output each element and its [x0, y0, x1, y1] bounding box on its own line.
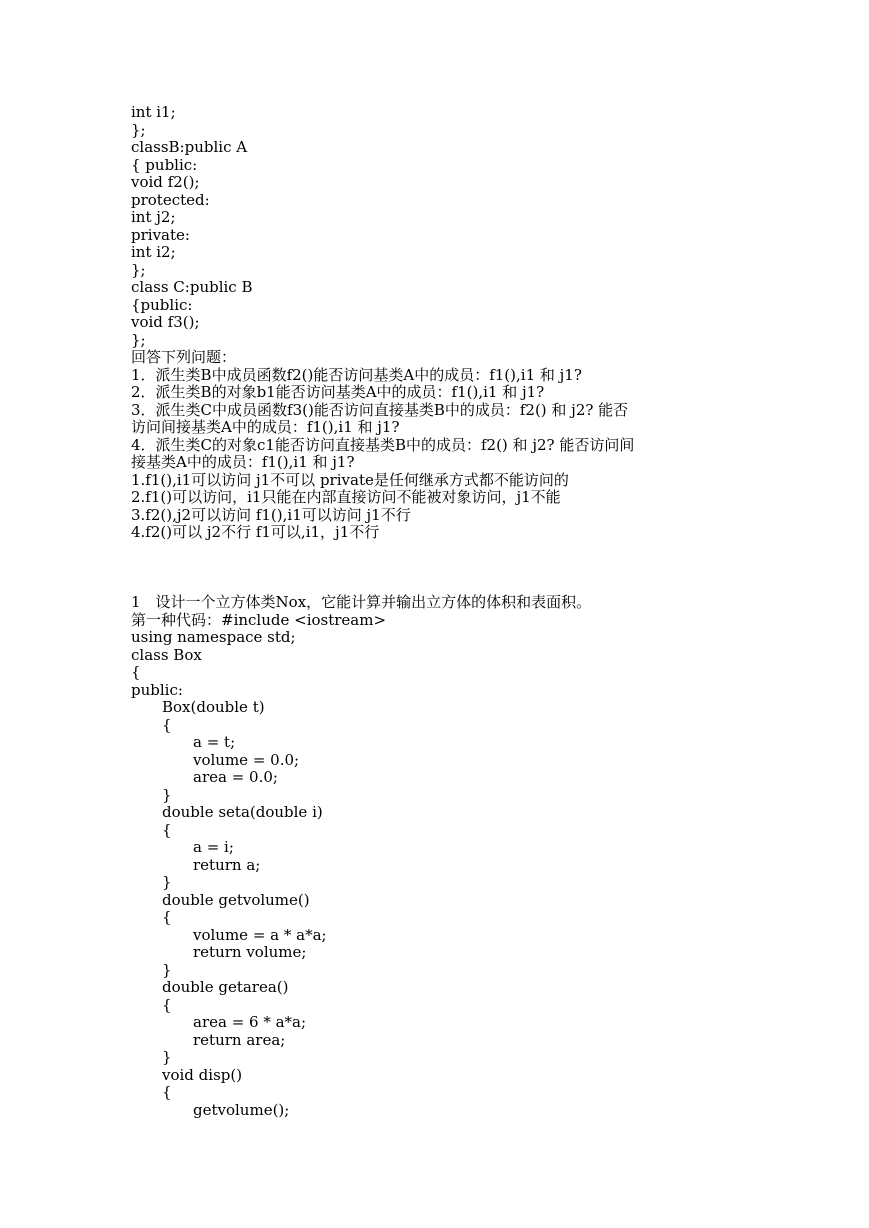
code-line: void f2();: [131, 173, 200, 191]
code-line: {: [162, 908, 172, 926]
code-line: classB:public A: [131, 138, 248, 156]
question-line: 访问间接基类A中的成员：f1(),i1 和 j1?: [131, 418, 400, 436]
code-line: int i1;: [131, 103, 176, 121]
code-line: return area;: [193, 1030, 286, 1049]
question-line: 2．派生类B的对象b1能否访问基类A中的成员：f1(),i1 和 j1?: [131, 383, 545, 401]
answer-line: 4.f2()可以 j2不行 f1可以,i1，j1不行: [131, 523, 380, 541]
question-line: 3．派生类C中成员函数f3()能否访问直接基类B中的成员：f2() 和 j2? 能否: [131, 400, 629, 419]
code-line: {: [162, 1083, 172, 1101]
code-line: volume = a * a*a;: [193, 925, 327, 944]
code-line: int i2;: [131, 243, 176, 261]
question-line: 接基类A中的成员：f1(),i1 和 j1?: [131, 453, 355, 471]
code-line: 第一种代码：#include <iostream>: [131, 610, 387, 629]
code-line: return volume;: [193, 943, 307, 961]
code-line: }: [162, 960, 172, 979]
code-line: double getarea(): [162, 978, 289, 996]
code-line: using namespace std;: [131, 628, 296, 646]
code-line: area = 0.0;: [193, 768, 278, 786]
code-line: int j2;: [131, 208, 176, 226]
question-line: 4．派生类C的对象c1能否访问直接基类B中的成员：f2() 和 j2? 能否访问间: [131, 435, 635, 454]
code-line: public:: [131, 680, 183, 699]
inheritance-question-section: [131, 104, 831, 542]
code-line: void disp(): [162, 1065, 243, 1084]
code-line: private:: [131, 225, 190, 244]
code-line: a = t;: [193, 733, 236, 751]
code-line: volume = 0.0;: [193, 750, 300, 769]
answer-line: 1.f1(),i1可以访问 j1不可以 private是任何继承方式都不能访问的: [131, 470, 569, 489]
code-line: class C:public B: [131, 278, 253, 296]
section-heading: 1 设计一个立方体类Nox，它能计算并输出立方体的体积和表面积。: [131, 593, 592, 611]
code-line: };: [131, 260, 146, 279]
question-line: 1．派生类B中成员函数f2()能否访问基类A中的成员：f1(),i1 和 j1?: [131, 365, 582, 384]
code-line: double seta(double i): [162, 803, 323, 821]
code-line: };: [131, 120, 146, 139]
cube-class-section: [131, 594, 831, 1119]
code-line: {: [162, 715, 172, 734]
code-line: double getvolume(): [162, 890, 310, 909]
code-line: Box(double t): [162, 698, 265, 716]
answer-line: 2.f1()可以访问，i1只能在内部直接访问不能被对象访问，j1不能: [131, 488, 561, 506]
code-line: {public:: [131, 295, 193, 314]
code-line: protected:: [131, 190, 210, 209]
code-line: getvolume();: [193, 1100, 290, 1119]
code-line: };: [131, 330, 146, 349]
code-listing: [131, 629, 831, 1119]
code-line: {: [162, 820, 172, 839]
code-line: return a;: [193, 855, 261, 874]
code-line: class Box: [131, 645, 202, 664]
code-line: {: [131, 663, 141, 681]
code-line: void f3();: [131, 313, 200, 331]
question-prompt: 回答下列问题：: [131, 348, 237, 366]
code-line: }: [162, 1048, 172, 1066]
code-line: }: [162, 785, 172, 804]
code-line: }: [162, 873, 172, 891]
code-line: a = i;: [193, 838, 234, 856]
code-line: area = 6 * a*a;: [193, 1013, 307, 1031]
code-line: {: [162, 995, 172, 1014]
code-line: { public:: [131, 155, 198, 174]
answer-line: 3.f2(),j2可以访问 f1(),i1可以访问 j1不行: [131, 505, 411, 524]
